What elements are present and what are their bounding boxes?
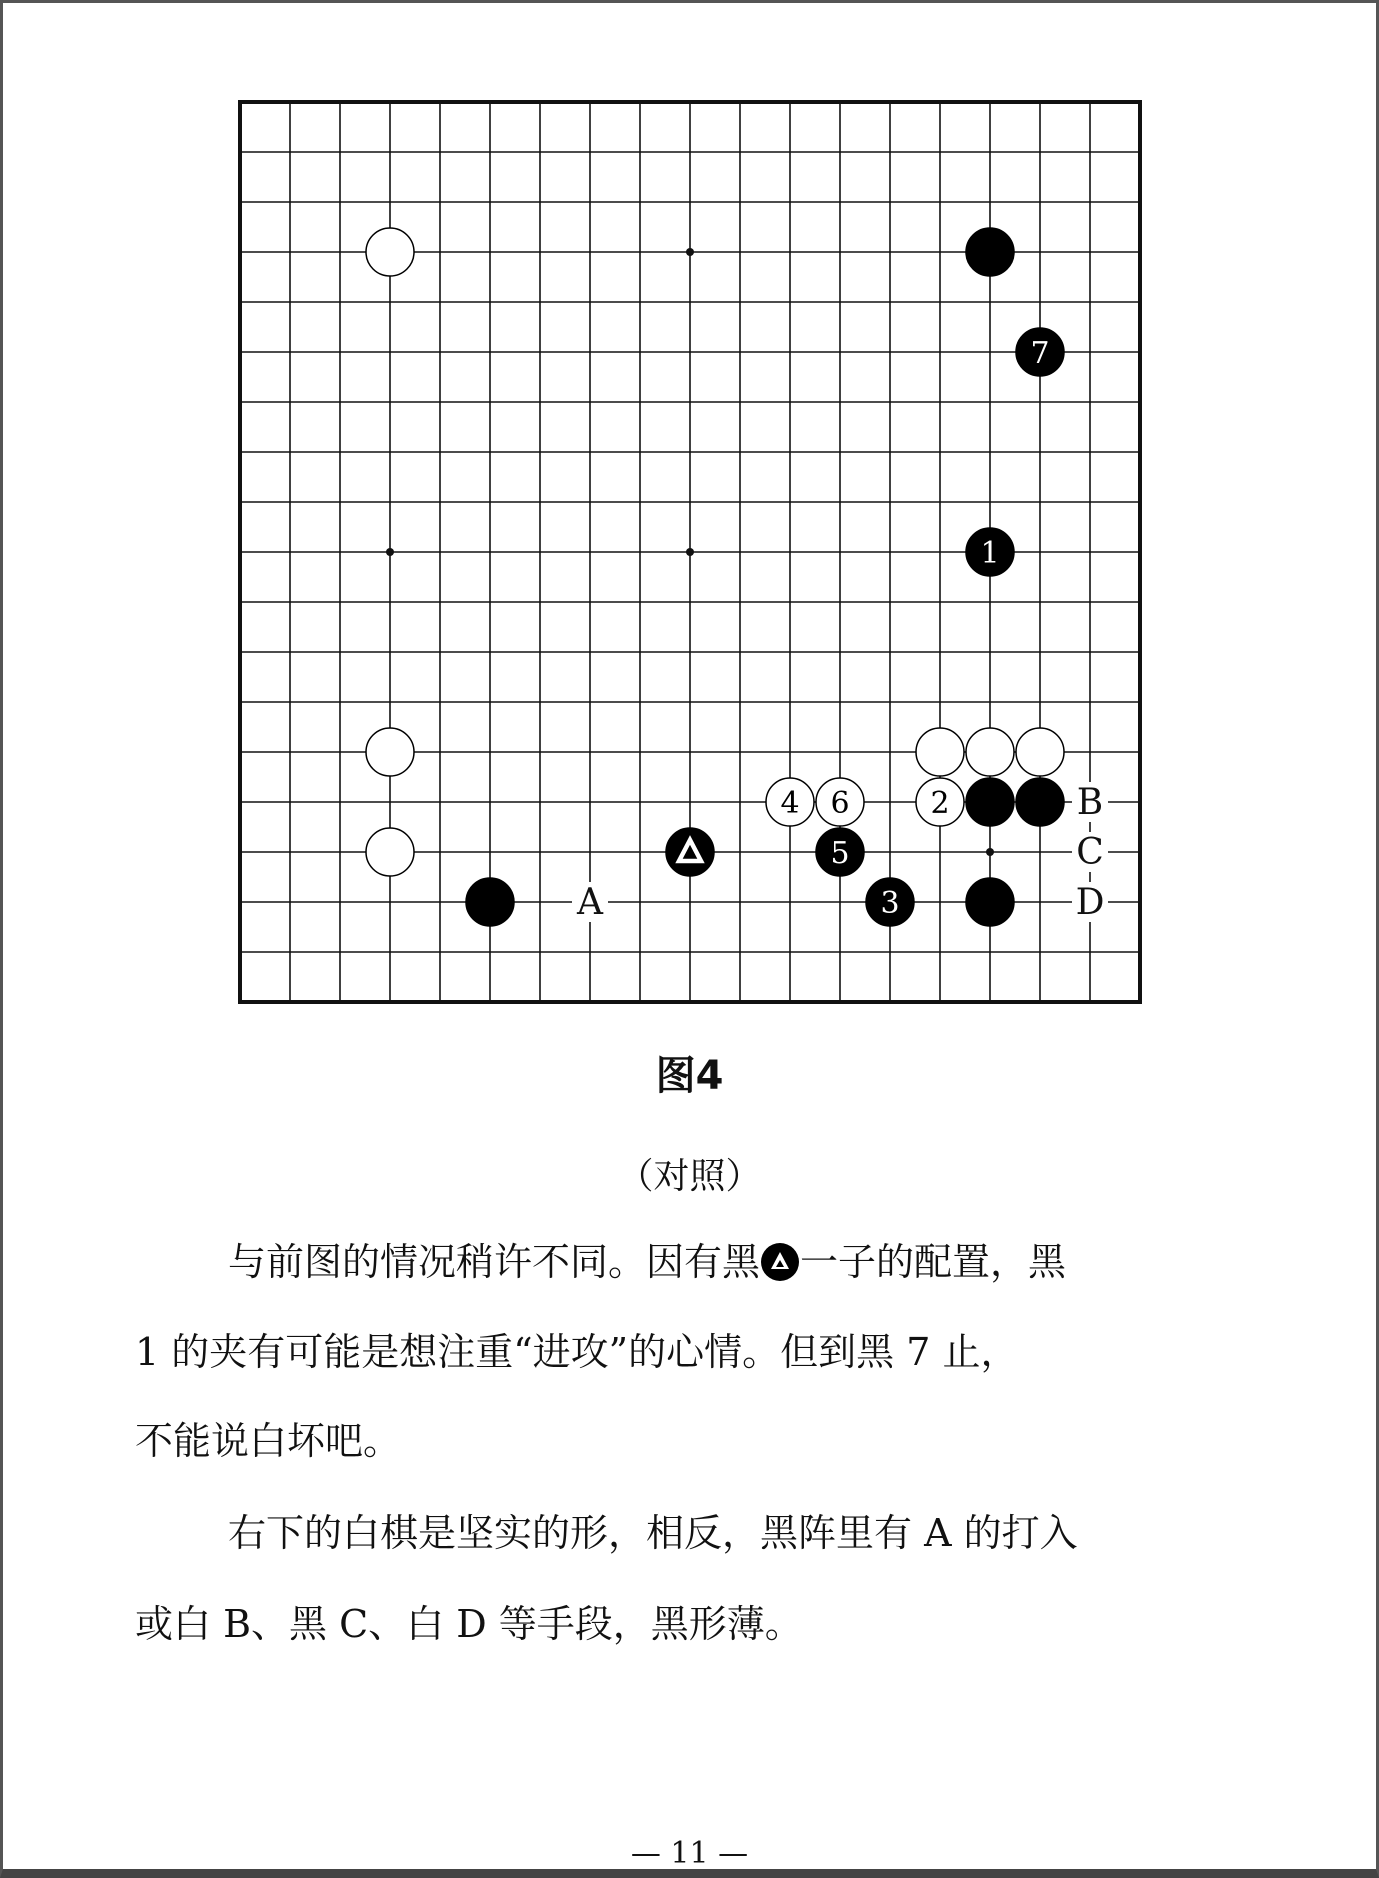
paragraph-2-line-1: 右下的白棋是坚实的形，相反，黑阵里有 A 的打入 [228, 1511, 1078, 1555]
star-point [686, 248, 694, 256]
white-stone [966, 728, 1014, 776]
white-stone [916, 728, 964, 776]
paragraph-1-line-3: 不能说白坏吧。 [135, 1419, 402, 1463]
move-number: 5 [830, 836, 850, 871]
white-stone [366, 728, 414, 776]
board-letter-b: B [1076, 782, 1104, 823]
white-stone [1016, 728, 1064, 776]
white-stone [366, 228, 414, 276]
text: 一子的配置，黑 [800, 1240, 1067, 1284]
move-number: 6 [830, 786, 850, 821]
board-letter-c: C [1076, 832, 1104, 873]
black-stone [966, 228, 1014, 276]
star-point [686, 548, 694, 556]
star-point [986, 848, 994, 856]
move-number: 1 [980, 536, 1000, 571]
move-number: 2 [930, 786, 950, 821]
paragraph-1-line-1 [228, 1238, 1066, 1286]
text: 与前图的情况稍许不同。因有黑 [228, 1240, 761, 1284]
black-stone [966, 878, 1014, 926]
black-stone [466, 878, 514, 926]
page-number: — 11 — [630, 1836, 749, 1871]
move-number: 4 [780, 786, 800, 821]
move-number: 7 [1030, 336, 1050, 371]
subtitle: （对照） [617, 1156, 762, 1197]
star-point [386, 548, 394, 556]
black-triangle-stone-icon [761, 1243, 799, 1281]
figure-caption: 图4 [655, 1053, 724, 1099]
black-stone [1016, 778, 1064, 826]
paragraph-1-line-2: 1 的夹有可能是想注重“进攻”的心情。但到黑 7 止， [135, 1330, 1019, 1374]
board-letter-d: D [1075, 882, 1105, 923]
board-letter-a: A [577, 882, 603, 923]
black-stone [966, 778, 1014, 826]
move-number: 3 [880, 886, 900, 921]
paragraph-2-line-2: 或白 B、黑 C、白 D 等手段，黑形薄。 [135, 1602, 803, 1646]
white-stone [366, 828, 414, 876]
